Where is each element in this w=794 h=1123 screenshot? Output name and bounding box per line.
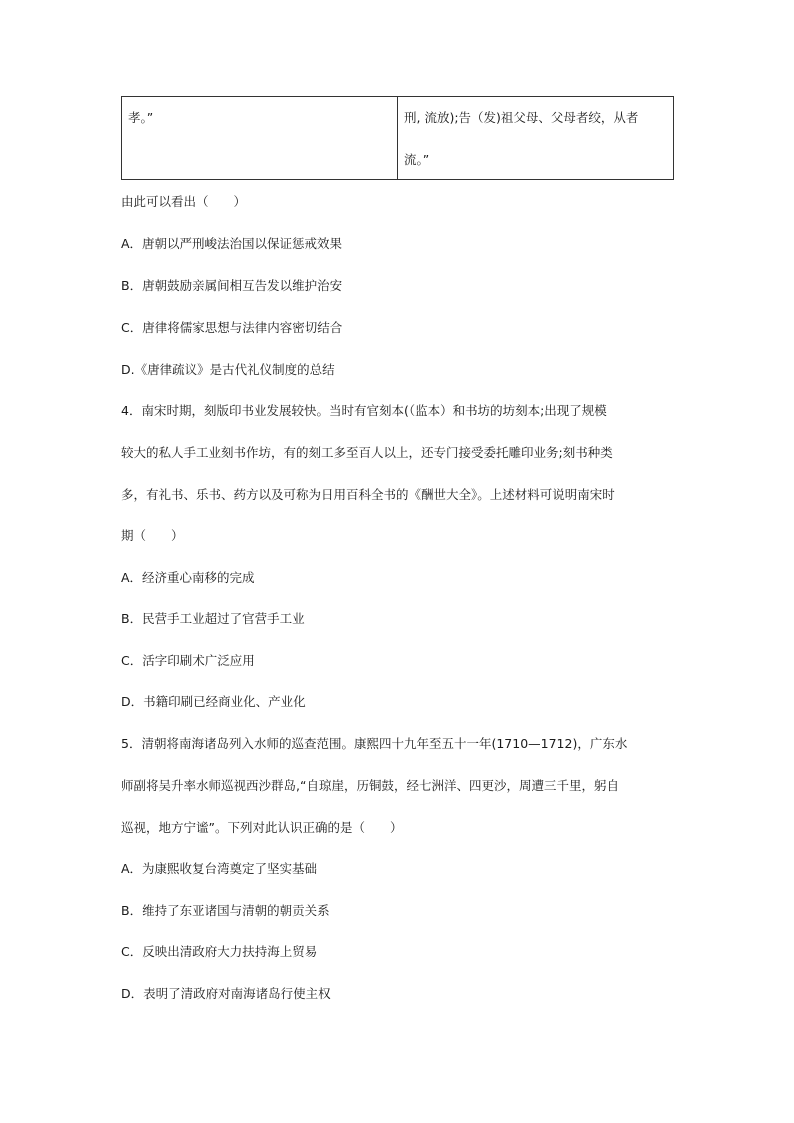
table-right-text-2: 流。” (404, 152, 430, 167)
question-3-option-d: D.《唐律疏议》是古代礼仪制度的总结 (121, 362, 335, 377)
question-3-option-a: A．唐朝以严刑峻法治国以保证惩戒效果 (121, 236, 343, 251)
question-4-stem-line-2: 较大的私人手工业刻书作坊，有的刻工多至百人以上，还专门接受委托雕印业务;刻书种类 (121, 445, 613, 460)
question-5-stem-line-3: 巡视，地方宁谧”。下列对此认识正确的是（ ） (121, 820, 403, 835)
question-4-stem-line-4: 期（ ） (121, 528, 184, 543)
table-cell-right (398, 97, 673, 179)
table-cell-left (122, 97, 398, 179)
question-3-stem: 由此可以看出（ ） (121, 194, 247, 209)
question-5-option-a: A．为康熙收复台湾奠定了坚实基础 (121, 861, 318, 876)
question-5-option-d: D．表明了清政府对南海诸岛行使主权 (121, 986, 331, 1001)
question-5-stem-line-1: 5．清朝将南海诸岛列入水师的巡查范围。康熙四十九年至五十一年(1710—1712)，广东水 (121, 736, 628, 751)
question-5-option-b: B．维持了东亚诸国与清朝的朝贡关系 (121, 903, 330, 918)
question-4-option-d: D．书籍印刷已经商业化、产业化 (121, 694, 306, 709)
table-left-text: 孝。” (128, 110, 154, 125)
question-3-option-b: B．唐朝鼓励亲属间相互告发以维护治安 (121, 278, 343, 293)
question-3-option-c: C．唐律将儒家思想与法律内容密切结合 (121, 320, 343, 335)
question-5-stem-line-2: 师副将吴升率水师巡视西沙群岛,“自琼崖，历铜鼓，经七洲洋、四更沙，周遭三千里，躬自 (121, 778, 619, 793)
continuation-table (121, 96, 674, 180)
question-4-option-b: B．民营手工业超过了官营手工业 (121, 611, 305, 626)
table-right-text-1: 刑, 流放);告（发)祖父母、父母者绞，从者 (404, 110, 639, 125)
question-4-stem-line-1: 4．南宋时期，刻版印书业发展较快。当时有官刻本(（监本）和书坊的坊刻本;出现了规模 (121, 403, 607, 418)
question-5-option-c: C．反映出清政府大力扶持海上贸易 (121, 944, 318, 959)
question-4-option-c: C．活字印刷术广泛应用 (121, 653, 255, 668)
question-4-option-a: A．经济重心南移的完成 (121, 570, 255, 585)
question-4-stem-line-3: 多，有礼书、乐书、药方以及可称为日用百科全书的《酬世大全》。上述材料可说明南宋时 (121, 487, 615, 502)
